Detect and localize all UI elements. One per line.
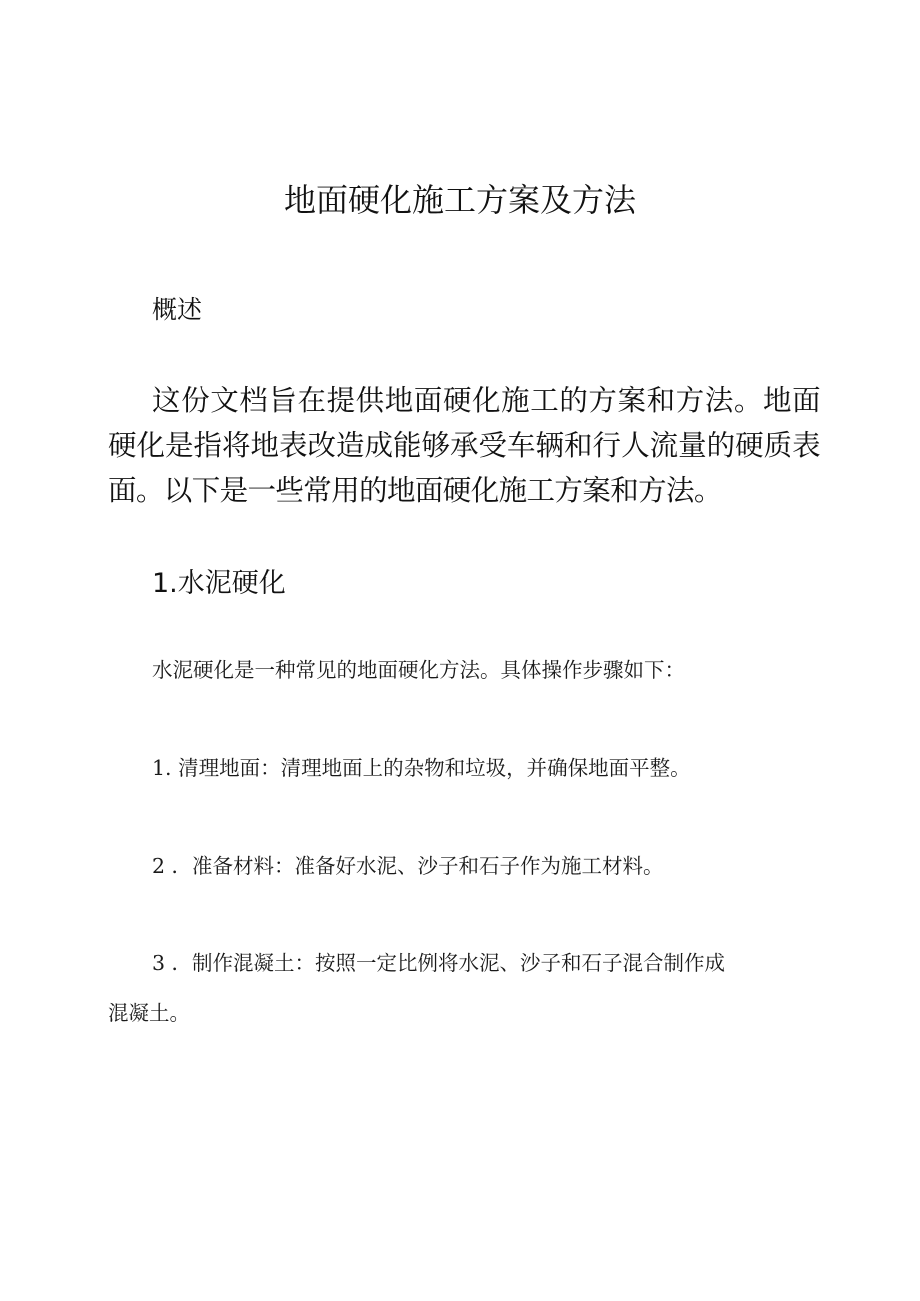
document-title: 地面硬化施工方案及方法 — [283, 181, 636, 219]
overview-heading: 概述 — [152, 295, 203, 324]
intro-paragraph: 这份文档旨在提供地面硬化施工的方案和方法。地面硬化是指将地表改造成能够承受车辆和行人流量的硬质表面。以下是一些常用的地面硬化施工方案和方法。 — [108, 384, 820, 507]
step-item: 2 ．准备材料：准备好水泥、沙子和石子作为施工材料。 — [152, 854, 664, 878]
step-item-continuation: 混凝土。 — [108, 1001, 190, 1025]
section-heading-cement: 1.水泥硬化 — [152, 568, 286, 599]
step-item: 3 ．制作混凝土：按照一定比例将水泥、沙子和石子混合制作成 — [152, 951, 726, 975]
step-item: 1. 清理地面：清理地面上的杂物和垃圾，并确保地面平整。 — [152, 756, 691, 780]
section-intro: 水泥硬化是一种常见的地面硬化方法。具体操作步骤如下： — [152, 658, 685, 682]
